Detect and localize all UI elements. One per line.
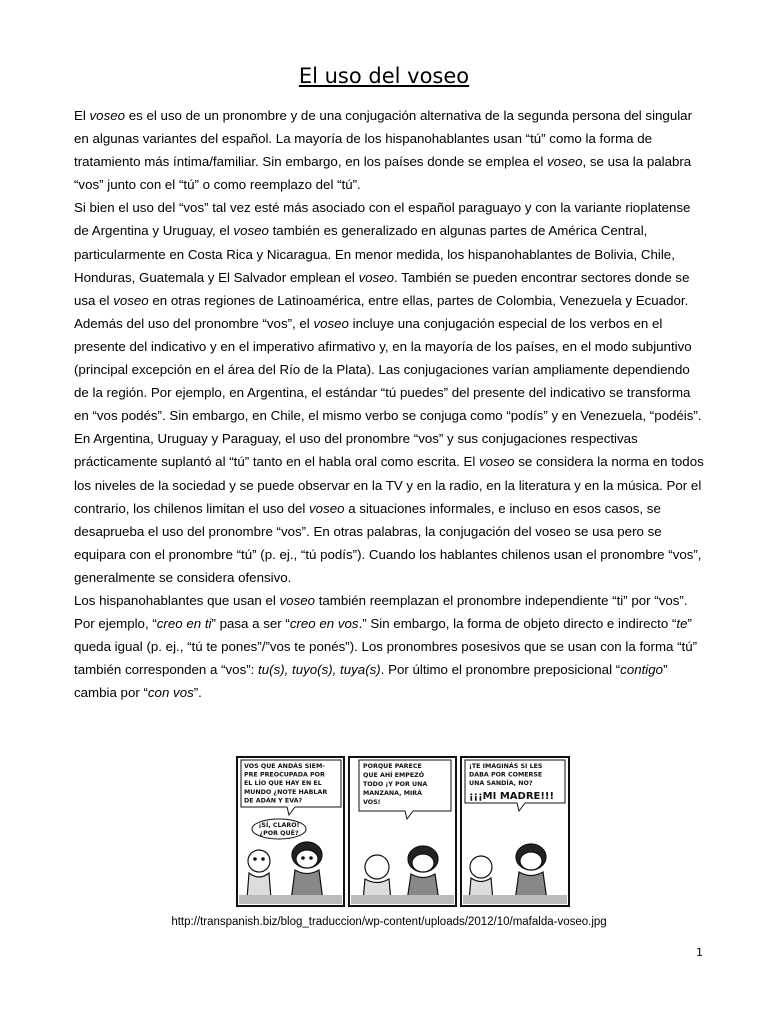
text-run: en otras regiones de Latinoamérica, entre ellas, partes de Colombia, Venezuela y Ecuador. <box>148 292 689 308</box>
text-run: . También se pueden encontrar sectores donde se usa el <box>74 269 690 308</box>
text-run: ” cambia por “ <box>74 662 668 701</box>
italic-term: tu(s), tuyo(s), tuya(s) <box>258 662 381 678</box>
italic-term: voseo <box>89 108 126 123</box>
italic-term: voseo <box>279 592 316 608</box>
comic-speech-line: ¡SÍ, CLARO! <box>258 822 300 829</box>
text-run: ” pasa a ser “ <box>211 616 290 632</box>
image-source-caption: http://transpanish.biz/blog_traduccion/wp-content/uploads/2012/10/mafalda-voseo.jpg <box>171 916 607 928</box>
italic-term: te <box>676 616 688 632</box>
comic-speech-line: MANZANA, MIRÁ <box>363 790 423 797</box>
italic-term: con vos <box>147 685 194 701</box>
text-run: .” Sin embargo, la forma de objeto directo e indirecto “ <box>358 616 677 632</box>
text-run: Si bien el uso del “vos” tal vez esté más asociado con el español paraguayo y con la variante rioplatense de Argentina y Uruguay, el <box>74 200 691 239</box>
comic-speech-line: DABA POR COMERSE <box>469 771 543 779</box>
text-run: se considera la norma en todos los niveles de la sociedad y se puede observar en la TV y en la radio, en la literatura y en la música. Por el contrario, los chilenos limitan el uso del <box>74 454 704 516</box>
text-run: En Argentina, Uruguay y Paraguay, el uso del pronombre “vos” y sus conjugaciones respectivas prácticamente suplantó al “tú” tanto en el habla oral como escrita. El <box>74 431 638 470</box>
paragraph <box>74 312 706 427</box>
comic-speech-line: EL LÍO QUE HAY EN EL <box>244 780 322 788</box>
comic-speech-line: PRE PREOCUPADA POR <box>244 771 325 779</box>
comic-speech-line: VOS QUE ANDÁS SIEM- <box>244 763 325 770</box>
text-run: Los hispanohablantes que usan el <box>74 592 280 608</box>
italic-term: voseo <box>233 223 269 239</box>
mafalda-comic-strip <box>235 755 571 908</box>
italic-term: creo en vos <box>289 616 359 632</box>
text-run: El <box>74 108 90 123</box>
italic-term: voseo <box>313 315 349 331</box>
paragraph <box>74 104 706 196</box>
paragraph <box>74 427 706 589</box>
comic-speech-line: TODO ¡Y POR UNA <box>363 781 428 788</box>
comic-shout: ¡¡¡MI MADRE!!! <box>469 791 555 802</box>
text-run: ” queda igual (p. ej., “tú te pones”/”vos te ponés”). Los pronombres posesivos que se usan con la forma “tú” también corresponden a “vos”: <box>74 616 698 678</box>
text-run: a situaciones informales, e incluso en esos casos, se desaprueba el uso del pronombre “vos”. En otras palabras, la conjugación del voseo se usa pero se equipara con el pronombre “tú” (p. ej., “tú podís”). Cuando los hablantes chilenos usan el pronombre “vos”, generalmente se considera ofensivo. <box>74 500 702 585</box>
text-run: ”. <box>193 685 202 701</box>
italic-term: voseo <box>358 269 395 285</box>
comic-speech-line: PORQUE PARECE <box>363 763 422 770</box>
italic-term: creo en ti <box>156 616 212 632</box>
text-run: . Por último el pronombre preposicional “ <box>380 662 621 678</box>
comic-speech-line: QUE AHÍ EMPEZÓ <box>363 772 425 779</box>
text-run: también es generalizado en algunas partes de América Central, particularmente en Costa Rica y Nicaragua. En menor medida, los hispanohablantes de Bolivia, Chile, Honduras, Guatemala y El Salvador emplean el <box>74 223 675 285</box>
paragraph <box>74 589 706 704</box>
text-run: Además del uso del pronombre “vos”, el <box>74 315 314 331</box>
comic-speech-line: DE ADÁN Y EVA? <box>244 797 303 805</box>
text-run: , se usa la palabra “vos” junto con el “tú” o como reemplazo del “tú”. <box>74 154 692 193</box>
comic-speech-line: ¿POR QUÉ? <box>259 830 299 837</box>
comic-speech-line: MUNDO ¿NOTE HABLAR <box>244 788 328 796</box>
comic-speech-line: VOS! <box>363 799 381 806</box>
page-title: El uso del voseo <box>298 64 470 88</box>
page-number: 1 <box>696 946 703 959</box>
text-run: también reemplazan el pronombre independiente “ti” por “vos”. Por ejemplo, “ <box>74 592 688 632</box>
document-body <box>74 104 706 704</box>
italic-term: voseo <box>479 454 515 470</box>
italic-term: voseo <box>547 154 583 170</box>
comic-speech-line: UNA SANDÍA, NO? <box>469 780 533 788</box>
paragraph <box>74 196 706 311</box>
italic-term: contigo <box>620 662 664 678</box>
italic-term: voseo <box>113 292 149 308</box>
text-run: es el uso de un pronombre y de una conjugación alternativa de la segunda persona del singular en algunas variantes del español. La mayoría de los hispanohablantes usan “tú” como la forma de tratamiento más íntima/familiar. Sin embargo, en los países donde se emplea el <box>74 108 692 170</box>
comic-speech-line: ¡TE IMAGINÁS SI LES <box>469 763 543 770</box>
text-run: incluye una conjugación especial de los verbos en el presente del indicativo y en el imperativo afirmativo y, en la mayoría de los países, en el modo subjuntivo (principal excepción en el área del Río de la Plata). Las conjugaciones varían ampliamente dependiendo de la región. Por ejemplo, en Argentina, el estándar “tú puedes” del presente del indicativo se transforma en “vos podés”. Sin embargo, en Chile, el mismo verbo se conjuga como “podís” y en Venezuela, “podéis”. <box>74 315 702 424</box>
italic-term: voseo <box>309 500 345 516</box>
